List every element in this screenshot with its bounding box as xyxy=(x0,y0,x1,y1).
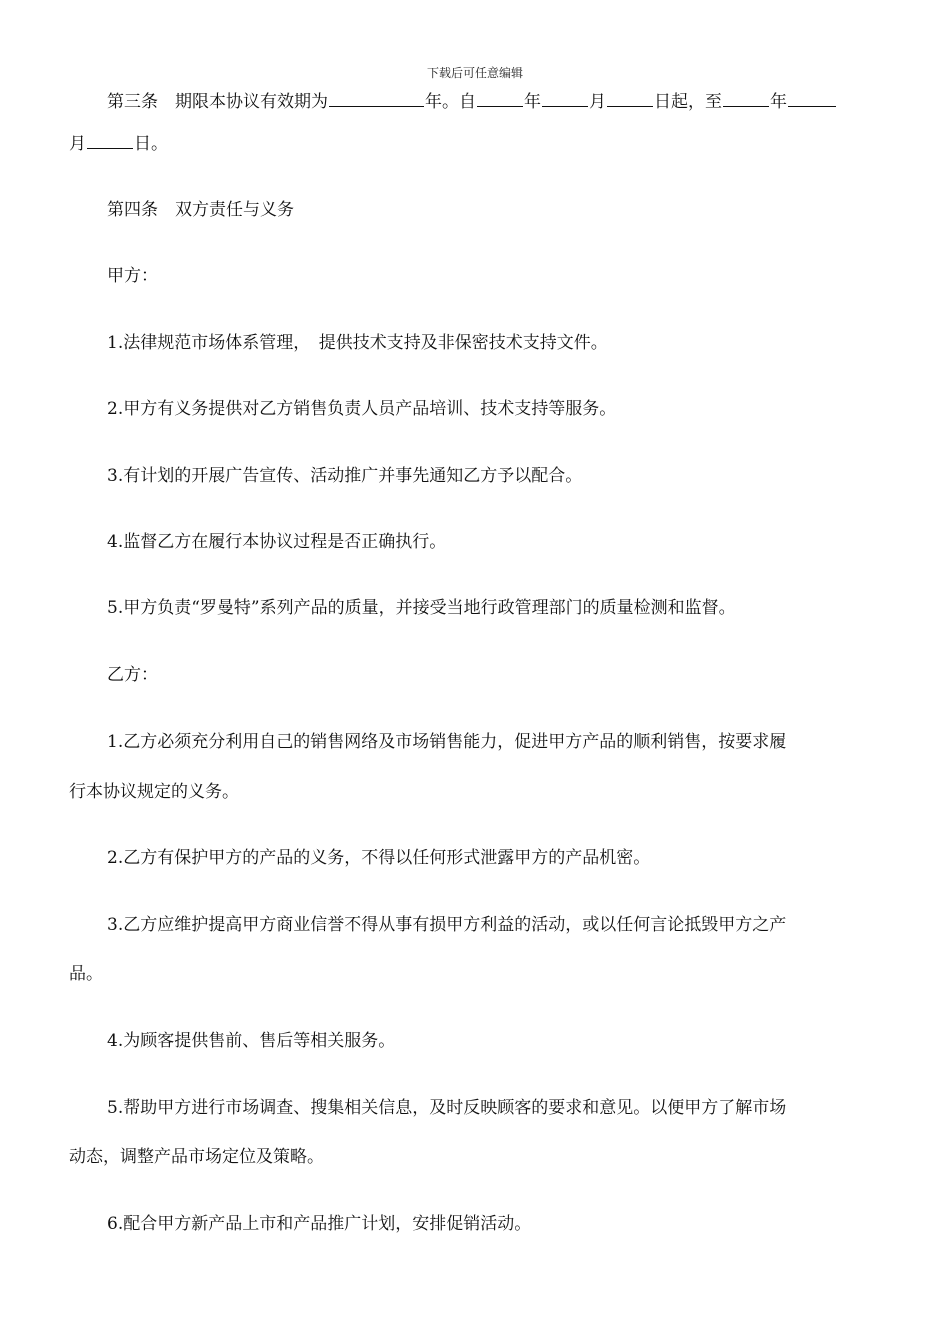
clause-3-line-2 xyxy=(69,126,168,162)
clause-3-text: 日。 xyxy=(134,134,168,154)
party-b-item-4: 4.为顾客提供售前、售后等相关服务。 xyxy=(107,1031,396,1051)
party-a-item-5: 5.甲方负责“罗曼特”系列产品的质量，并接受当地行政管理部门的质量检测和监督。 xyxy=(107,598,736,618)
party-b-item-5-line-2: 动态，调整产品市场定位及策略。 xyxy=(69,1147,324,1167)
party-a-item-4: 4.监督乙方在履行本协议过程是否正确执行。 xyxy=(107,532,447,552)
clause-3-text: 年 xyxy=(770,92,787,112)
party-b-item-1-line-2: 行本协议规定的义务。 xyxy=(69,782,239,802)
clause-3-text: 年 xyxy=(524,92,541,112)
clause-3-text: 第三条 期限本协议有效期为 xyxy=(107,92,328,112)
party-b-item-3-line-1: 3.乙方应维护提高甲方商业信誉不得从事有损甲方利益的活动，或以任何言论抵毁甲方之产 xyxy=(107,915,787,935)
party-a-item-1: 1.法律规范市场体系管理， 提供技术支持及非保密技术支持文件。 xyxy=(107,333,608,353)
blank-start-month xyxy=(542,84,588,107)
party-a-heading: 甲方： xyxy=(107,266,158,286)
clause-3-text: 年。自 xyxy=(425,92,476,112)
clause-3-text: 月 xyxy=(69,134,86,154)
blank-validity-years xyxy=(329,84,424,107)
blank-end-day xyxy=(87,126,133,149)
party-a-item-2: 2.甲方有义务提供对乙方销售负责人员产品培训、技术支持等服务。 xyxy=(107,399,617,419)
party-b-item-3-line-2: 品。 xyxy=(69,964,103,984)
clause-3-line-1 xyxy=(69,84,837,120)
clause-3-text: 月 xyxy=(589,92,606,112)
party-b-item-2: 2.乙方有保护甲方的产品的义务，不得以任何形式泄露甲方的产品机密。 xyxy=(107,848,651,868)
party-b-item-5-line-1: 5.帮助甲方进行市场调查、搜集相关信息，及时反映顾客的要求和意见。以便甲方了解市场 xyxy=(107,1098,787,1118)
blank-end-month xyxy=(788,84,836,107)
party-b-item-1-line-1: 1.乙方必须充分利用自己的销售网络及市场销售能力，促进甲方产品的顺利销售，按要求履 xyxy=(107,732,787,752)
blank-start-year xyxy=(477,84,523,107)
party-b-heading: 乙方： xyxy=(107,665,158,685)
party-a-item-3: 3.有计划的开展广告宣传、活动推广并事先通知乙方予以配合。 xyxy=(107,466,583,486)
blank-end-year xyxy=(723,84,769,107)
blank-start-day xyxy=(607,84,653,107)
clause-4-title: 第四条 双方责任与义务 xyxy=(107,200,294,220)
party-b-item-6: 6.配合甲方新产品上市和产品推广计划，安排促销活动。 xyxy=(107,1214,532,1234)
clause-3-text: 日起，至 xyxy=(654,92,722,112)
header-note: 下载后可任意编辑 xyxy=(426,66,523,80)
